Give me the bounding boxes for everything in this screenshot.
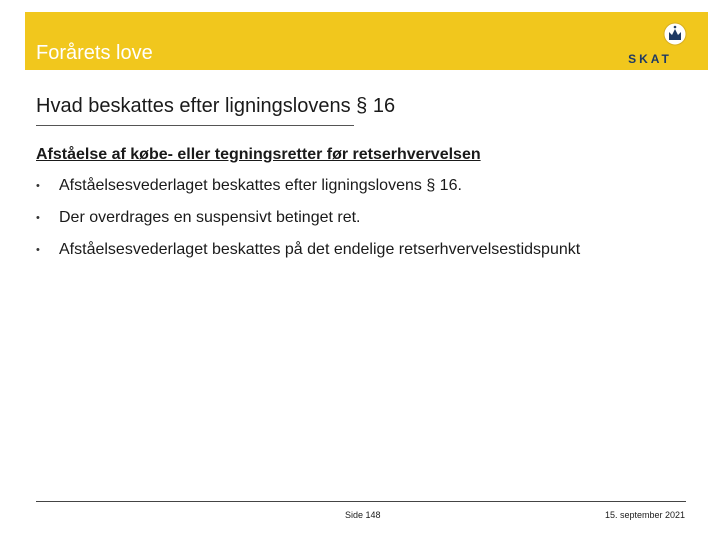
bullet-marker-icon: • bbox=[36, 244, 40, 256]
header-title: Forårets love bbox=[36, 42, 153, 64]
bullet-text: Der overdrages en suspensivt betinget ret. bbox=[59, 209, 361, 226]
slide-subtitle: Hvad beskattes efter ligningslovens § 16 bbox=[36, 95, 396, 117]
footer-page-number: Side 148 bbox=[345, 510, 381, 520]
bullet-text: Afståelsesvederlaget beskattes efter ligningslovens § 16. bbox=[59, 177, 462, 194]
logo-text: SKAT bbox=[628, 52, 672, 66]
section-heading: Afståelse af købe- eller tegningsretter før retserhvervelsen bbox=[36, 146, 481, 163]
footer-date: 15. september 2021 bbox=[604, 510, 685, 520]
bullet-text: Afståelsesvederlaget beskattes på det endelige retserhvervelsestidspunkt bbox=[59, 241, 581, 258]
bullet-marker-icon: • bbox=[36, 212, 40, 224]
footer-divider bbox=[36, 501, 686, 502]
crown-icon bbox=[617, 16, 687, 68]
bullet-marker-icon: • bbox=[36, 180, 40, 192]
skat-logo bbox=[617, 16, 687, 68]
header-band bbox=[25, 12, 708, 70]
subtitle-divider bbox=[36, 125, 354, 126]
